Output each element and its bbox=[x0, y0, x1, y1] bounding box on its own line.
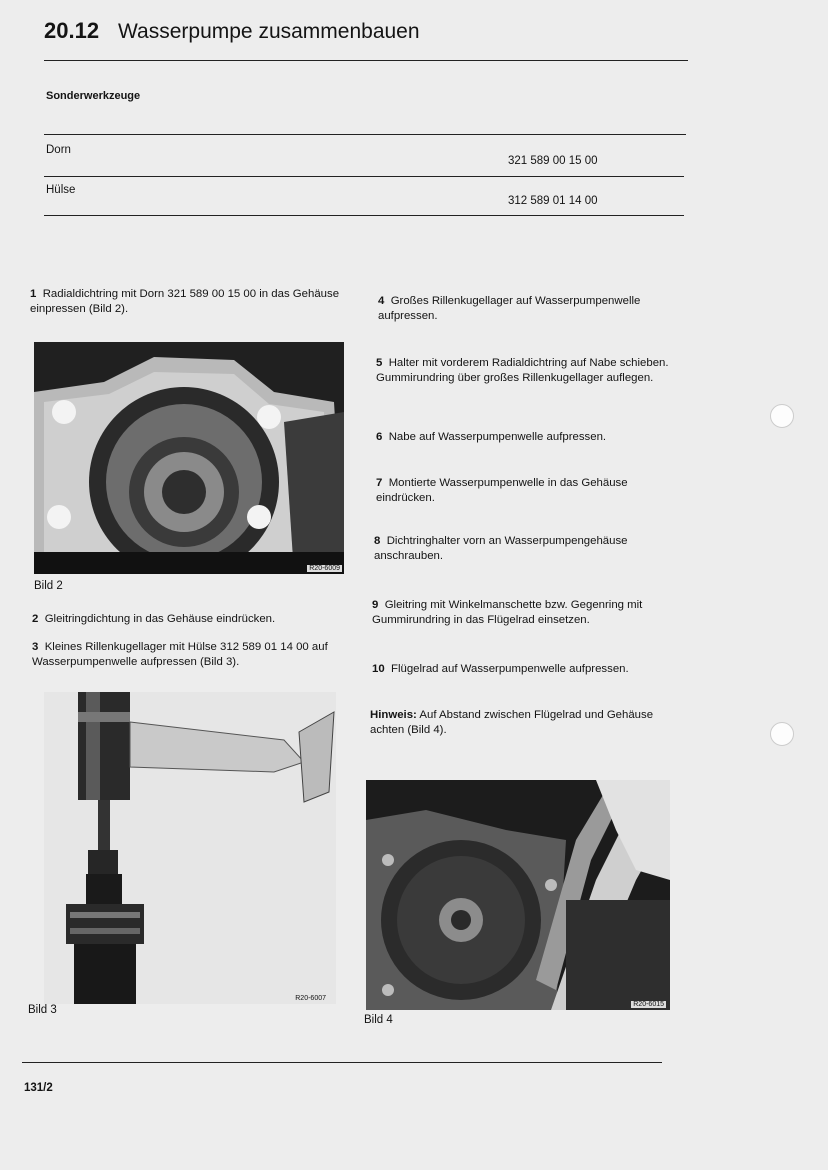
special-tools-heading: Sonderwerkzeuge bbox=[46, 90, 141, 102]
step-8-text: Dichtringhalter vorn an Wasserpumpengehäuse anschrauben. bbox=[374, 535, 628, 562]
punch-hole-bottom bbox=[770, 722, 794, 746]
bild-4-tag: R20-6015 bbox=[633, 1001, 664, 1008]
step-3-text: Kleines Rillenkugellager mit Hülse 312 589 01 14 00 auf Wasserpumpenwelle aufpressen (Bild 3). bbox=[32, 641, 328, 668]
bild-3-caption: Bild 3 bbox=[28, 1004, 57, 1016]
note-label: Hinweis: bbox=[370, 709, 417, 721]
step-6 bbox=[376, 430, 680, 445]
bild-2-photo bbox=[34, 342, 344, 574]
step-8 bbox=[374, 534, 680, 564]
step-6-text: Nabe auf Wasserpumpenwelle aufpressen. bbox=[388, 431, 607, 443]
bild-3-photo bbox=[44, 692, 336, 1004]
step-6-number: 6 bbox=[376, 431, 383, 443]
step-5-number: 5 bbox=[376, 357, 383, 369]
bild-3-tag: R20-6007 bbox=[295, 995, 326, 1002]
header-rule bbox=[44, 60, 688, 61]
bild-4-caption: Bild 4 bbox=[364, 1014, 393, 1026]
step-7-text: Montierte Wasserpumpenwelle in das Gehäuse eindrücken. bbox=[376, 477, 628, 504]
step-4 bbox=[378, 294, 680, 324]
tools-rule-mid bbox=[44, 176, 684, 177]
step-9 bbox=[372, 598, 678, 628]
bild-4-photo bbox=[366, 780, 670, 1010]
tool-name-dorn: Dorn bbox=[46, 144, 71, 156]
section-number: 20.12 bbox=[44, 18, 100, 43]
step-10-text: Flügelrad auf Wasserpumpenwelle aufpressen. bbox=[391, 663, 629, 675]
bild-2-caption: Bild 2 bbox=[34, 580, 63, 592]
tool-number-huelse: 312 589 01 14 00 bbox=[508, 195, 598, 207]
page-number: 131/2 bbox=[24, 1082, 53, 1094]
step-2 bbox=[32, 612, 350, 627]
step-3 bbox=[32, 640, 342, 670]
step-7 bbox=[376, 476, 680, 506]
tools-rule-top bbox=[44, 134, 686, 135]
punch-hole-top bbox=[770, 404, 794, 428]
step-1-number: 1 bbox=[30, 288, 37, 300]
step-9-text: Gleitring mit Winkelmanschette bzw. Gegenring mit Gummirundring in das Flügelrad einsetzen. bbox=[372, 599, 643, 626]
tools-rule-bottom bbox=[44, 215, 684, 216]
step-2-text: Gleitringdichtung in das Gehäuse eindrücken. bbox=[44, 613, 276, 625]
step-10-number: 10 bbox=[372, 663, 385, 675]
section-title: Wasserpumpe zusammenbauen bbox=[118, 20, 420, 43]
step-2-number: 2 bbox=[32, 613, 39, 625]
step-1 bbox=[30, 287, 348, 317]
step-8-number: 8 bbox=[374, 535, 381, 547]
note-text: Auf Abstand zwischen Flügelrad und Gehäuse achten (Bild 4). bbox=[370, 709, 654, 736]
step-4-number: 4 bbox=[378, 295, 385, 307]
step-5 bbox=[376, 356, 680, 386]
note bbox=[370, 708, 676, 738]
tool-number-dorn: 321 589 00 15 00 bbox=[508, 155, 598, 167]
step-1-text: Radialdichtring mit Dorn 321 589 00 15 00 in das Gehäuse einpressen (Bild 2). bbox=[30, 288, 340, 315]
step-5-text: Halter mit vorderem Radialdichtring auf Nabe schieben. Gummirundring über großes Rillenkugellager auflegen. bbox=[376, 357, 669, 384]
step-9-number: 9 bbox=[372, 599, 379, 611]
tool-name-huelse: Hülse bbox=[46, 184, 76, 196]
bild-2-tag: R20-6009 bbox=[309, 565, 340, 572]
footer-rule bbox=[22, 1062, 662, 1063]
step-10 bbox=[372, 662, 678, 677]
step-4-text: Großes Rillenkugellager auf Wasserpumpenwelle aufpressen. bbox=[378, 295, 641, 322]
step-7-number: 7 bbox=[376, 477, 383, 489]
step-3-number: 3 bbox=[32, 641, 39, 653]
